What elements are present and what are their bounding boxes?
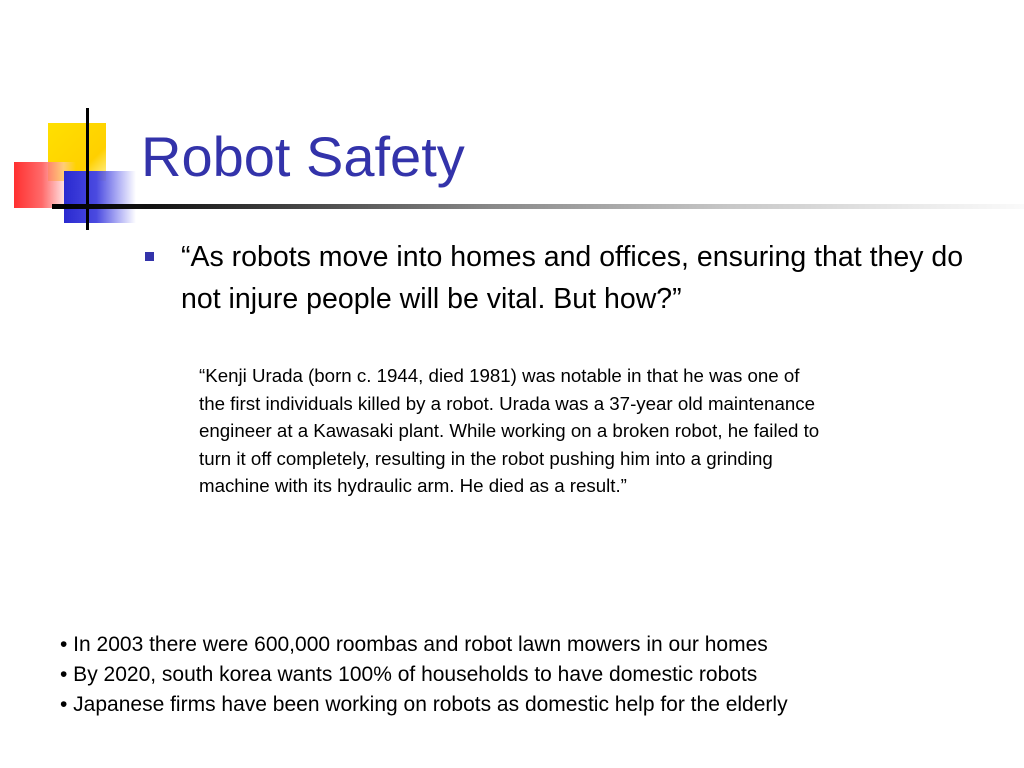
slide-title: Robot Safety xyxy=(141,125,465,188)
decoration-blue-square xyxy=(64,171,136,223)
fact-item: • In 2003 there were 600,000 roombas and robot lawn mowers in our homes xyxy=(60,633,768,656)
decoration-vertical-line xyxy=(86,108,89,230)
urada-quote: “Kenji Urada (born c. 1944, died 1981) was notable in that he was one of the first individuals killed by a robot. Urada was a 37-year old maintenance engineer at a Kawasaki plant. While working on a broken robot, he failed to turn it off completely, resulting in the robot pushing him into a grinding machine with its hydraulic arm. He died as a result.” xyxy=(199,365,820,496)
fact-item: • By 2020, south korea wants 100% of households to have domestic robots xyxy=(60,663,758,686)
title-underline xyxy=(52,204,1024,209)
bullet-square-icon xyxy=(145,252,154,261)
facts-list xyxy=(60,630,1020,720)
fact-item: • Japanese firms have been working on robots as domestic help for the elderly xyxy=(60,693,788,716)
main-bullet-text: “As robots move into homes and offices, ensuring that they do not injure people will be vital. But how?” xyxy=(181,241,964,315)
